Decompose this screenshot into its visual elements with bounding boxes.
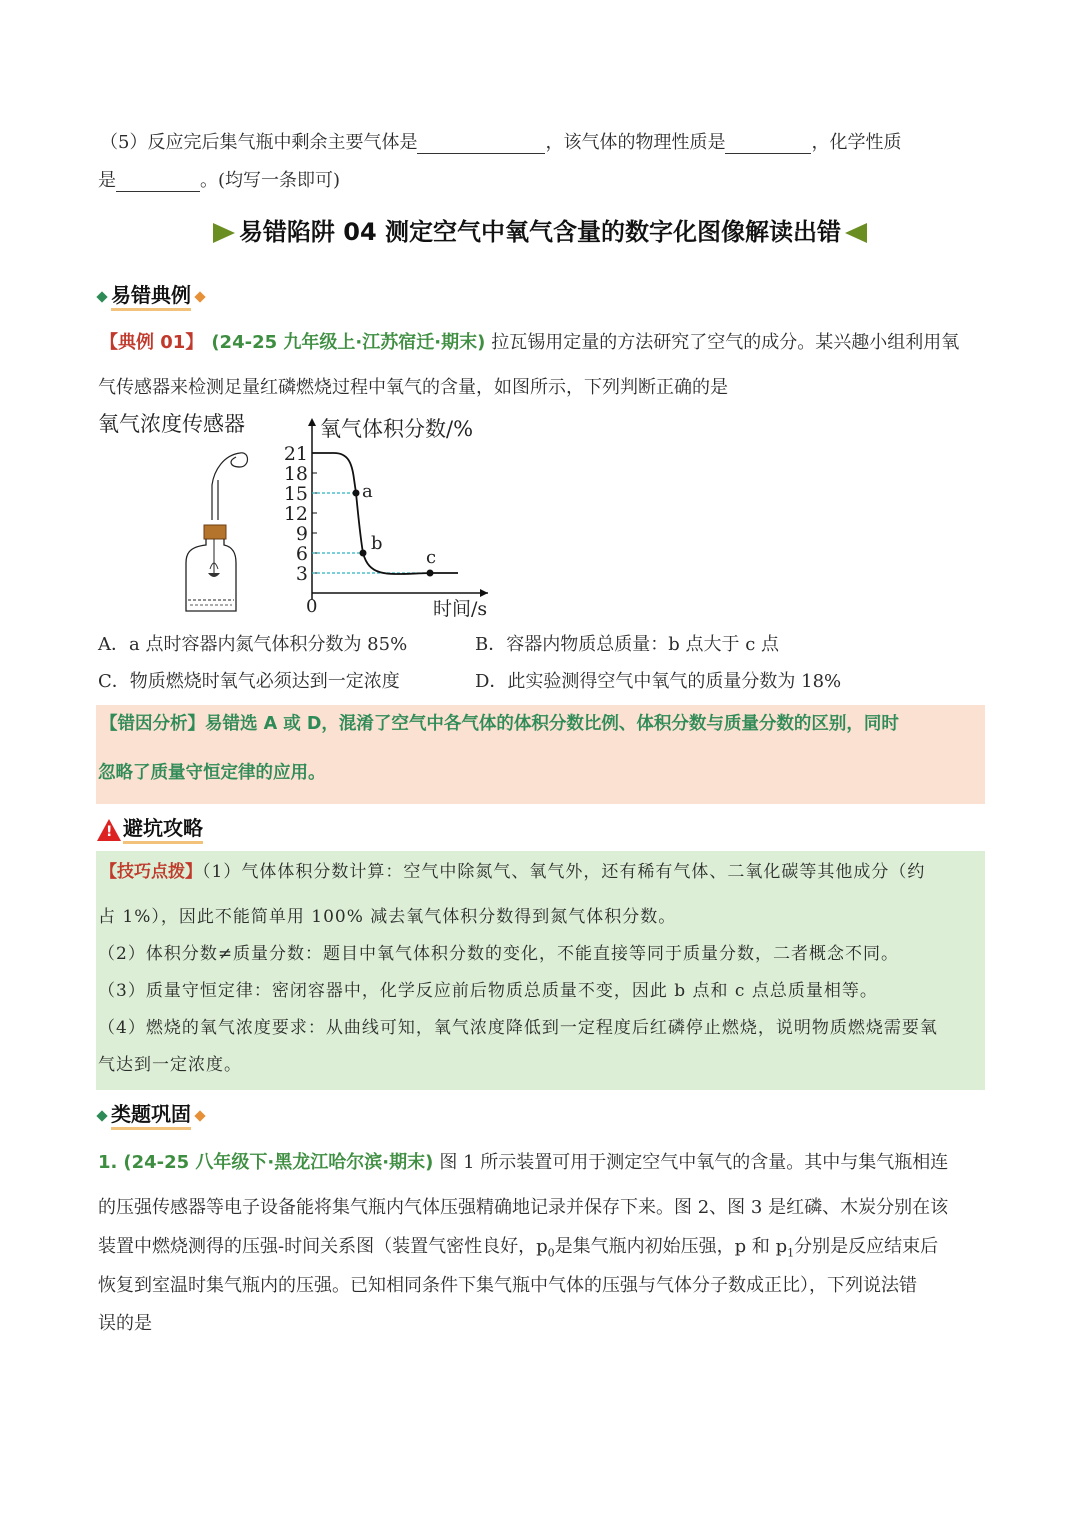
- y-tick-label: 3: [295, 563, 308, 585]
- error-analysis-line1: 【错因分析】易错选 A 或 D，混淆了空气中各气体的体积分数比例、体积分数与质量分数的区别，同时: [100, 714, 899, 734]
- chart-axes: [308, 418, 488, 599]
- tips-tag: 【技巧点拨】: [100, 862, 202, 882]
- question-1-line1: [98, 1152, 948, 1174]
- heading-example-text: 易错典例: [111, 283, 191, 311]
- x-axis-arrow: [480, 589, 488, 597]
- oxygen-chart: [270, 412, 510, 622]
- option-b[interactable]: B．容器内物质总质量：b 点大于 c 点: [475, 634, 779, 655]
- heading-example: [98, 279, 204, 308]
- q5-text-b: ，该气体的物理性质是: [545, 132, 726, 153]
- point-label-a: a: [362, 481, 373, 502]
- data-point-b: [360, 550, 367, 557]
- diamond-orange-icon: [194, 291, 205, 302]
- tips-text1: （1）气体体积分数计算：空气中除氮气、氧气外，还有稀有气体、二氧化碳等其他成分（约: [202, 862, 926, 882]
- chart-points: [353, 481, 437, 577]
- y-tick-label: 18: [283, 463, 308, 485]
- x-axis-label: 时间/s: [433, 598, 488, 620]
- heading-avoid-text: 避坑攻略: [123, 816, 203, 844]
- example-text1: 拉瓦锡用定量的方法研究了空气的成分。某兴趣小组利用氧: [491, 332, 960, 353]
- y-tick-label: 21: [283, 443, 308, 465]
- option-c[interactable]: C．物质燃烧时氧气必须达到一定浓度: [98, 671, 400, 692]
- q1-text3c: 分别是反应结束后: [794, 1236, 939, 1257]
- tips-line3: （2）体积分数≠质量分数：题目中氧气体积分数的变化，不能直接等同于质量分数，二者概念不同。: [98, 944, 900, 964]
- q5-text-a: （5）反应完后集气瓶中剩余主要气体是: [100, 132, 418, 153]
- question-1-line2: 的压强传感器等电子设备能将集气瓶内气体压强精确地记录并保存下来。图 2、图 3 是红磷、木炭分别在该: [98, 1197, 949, 1218]
- section-title: [0, 212, 1080, 247]
- question-1-line4: 恢复到室温时集气瓶内的压强。已知相同条件下集气瓶中气体的压强与气体分子数成正比），下列说法错: [98, 1275, 917, 1296]
- y-tick-label: 6: [295, 543, 308, 565]
- q1-source: (24-25 八年级下·黑龙江哈尔滨·期末): [123, 1152, 434, 1173]
- data-point-c: [427, 570, 434, 577]
- heading-consolidate: [98, 1098, 204, 1127]
- tips-line1: [100, 862, 925, 882]
- q1-text1: 图 1 所示装置可用于测定空气中氧气的含量。其中与集气瓶相连: [439, 1152, 949, 1173]
- error-analysis-line2: 忽略了质量守恒定律的应用。: [98, 763, 326, 783]
- q5-text-d: 是: [98, 170, 116, 191]
- example-line1: [100, 332, 959, 354]
- series-line: [312, 453, 458, 574]
- tips-line5: （4）燃烧的氧气浓度要求：从曲线可知，氧气浓度降低到一定程度后红磷停止燃烧，说明物质燃烧需要氧: [98, 1018, 938, 1038]
- section-title-text: 易错陷阱 04 测定空气中氧气含量的数字化图像解读出错: [238, 218, 842, 246]
- sensor-label: 氧气浓度传感器: [98, 412, 245, 436]
- q1-number: 1.: [98, 1152, 118, 1173]
- apparatus-figure: [180, 445, 260, 620]
- triangle-right-icon: [213, 223, 235, 243]
- option-d[interactable]: D．此实验测得空气中氧气的质量分数为 18%: [475, 671, 842, 692]
- answer-blank-2[interactable]: [725, 135, 811, 154]
- triangle-left-icon: [845, 223, 867, 243]
- tips-line4: （3）质量守恒定律：密闭容器中，化学反应前后物质总质量不变，因此 b 点和 c 点总质量相等。: [98, 981, 878, 1001]
- warning-icon: !: [97, 819, 121, 841]
- y-tick-label: 9: [295, 523, 308, 545]
- question-5-line1: [100, 132, 901, 154]
- question-5-line2: [98, 170, 340, 192]
- point-label-b: b: [371, 533, 383, 554]
- combustion-spoon: [208, 573, 220, 577]
- q5-text-e: 。(均写一条即可): [200, 170, 341, 191]
- y-tick-label: 15: [283, 483, 308, 505]
- stopper: [204, 525, 226, 539]
- y-tick-label: 12: [283, 503, 308, 525]
- q1-sub-1: 1: [787, 1246, 795, 1260]
- y-axis-label: 氧气体积分数/%: [320, 417, 474, 441]
- diamond-orange-icon: [194, 1110, 205, 1121]
- origin-label: 0: [306, 596, 318, 617]
- answer-blank-1[interactable]: [417, 135, 545, 154]
- heading-avoid: [97, 812, 203, 841]
- tips-line2: 占 1%），因此不能简单用 100% 减去氧气体积分数得到氮气体积分数。: [98, 907, 677, 927]
- point-label-c: c: [426, 547, 437, 568]
- question-1-line3: [98, 1236, 938, 1260]
- example-source: (24-25 九年级上·江苏宿迁·期末): [211, 332, 486, 353]
- answer-blank-3[interactable]: [116, 173, 200, 192]
- example-tag: 【典例 01】: [100, 332, 204, 353]
- diamond-green-icon: [96, 291, 107, 302]
- example-line2: 气传感器来检测足量红磷燃烧过程中氧气的含量，如图所示，下列判断正确的是: [98, 377, 728, 398]
- sensor-wire: [212, 453, 248, 520]
- y-axis-arrow: [308, 418, 316, 426]
- q1-text3a: 装置中燃烧测得的压强-时间关系图（装置气密性良好，p: [98, 1236, 548, 1257]
- diamond-green-icon: [96, 1110, 107, 1121]
- q1-sub-0: 0: [547, 1246, 555, 1260]
- option-a[interactable]: A．a 点时容器内氮气体积分数为 85%: [98, 634, 408, 655]
- tips-line6: 气达到一定浓度。: [98, 1055, 242, 1075]
- q5-text-c: ，化学性质: [811, 132, 902, 153]
- q1-text3b: 是集气瓶内初始压强，p 和 p: [554, 1236, 788, 1257]
- data-point-a: [353, 490, 360, 497]
- question-1-line5: 误的是: [98, 1313, 152, 1334]
- heading-consolidate-text: 类题巩固: [111, 1102, 191, 1130]
